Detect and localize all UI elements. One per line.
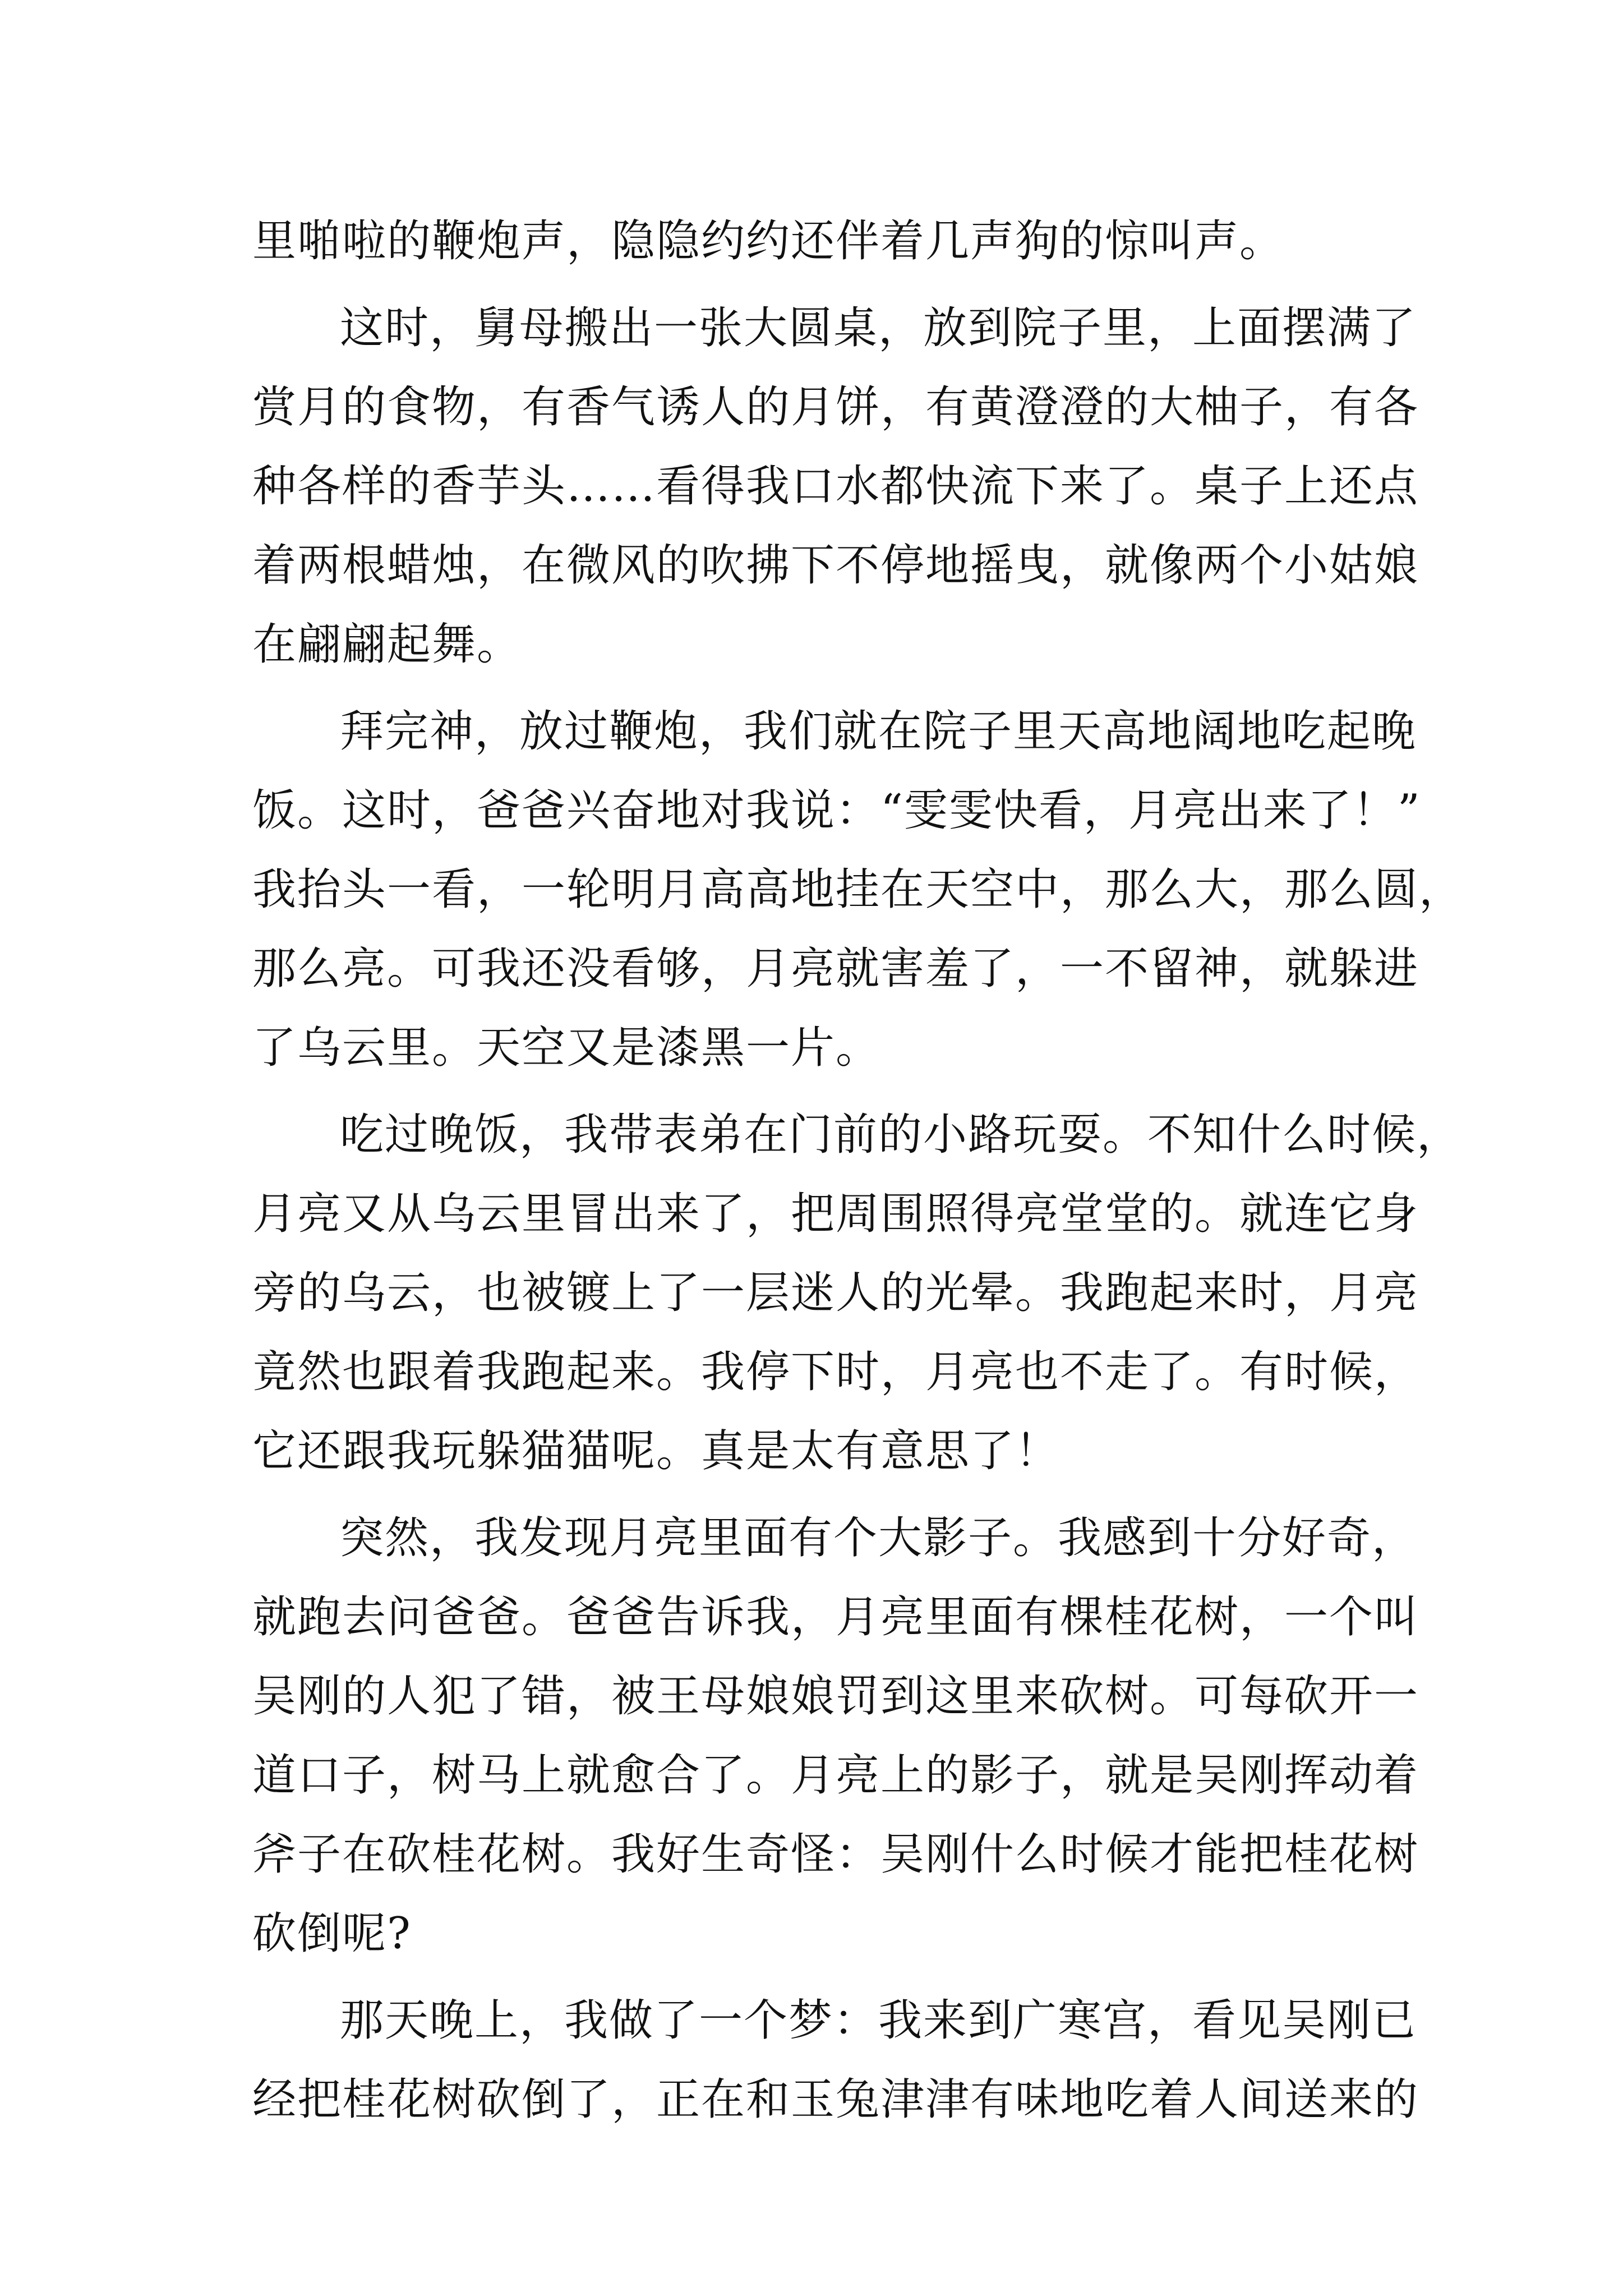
paragraph <box>252 1096 1462 1491</box>
paragraph <box>252 692 1464 1088</box>
text-line: 我抬头一看，一轮明月高高地挂在天空中，那么大，那么圆， <box>252 864 1464 915</box>
text-line: 突然，我发现月亮里面有个大影子。我感到十分好奇， <box>340 1513 1417 1563</box>
text-line: 道口子，树马上就愈合了。月亮上的影子，就是吴刚挥动着 <box>252 1750 1419 1801</box>
paragraph <box>252 289 1419 684</box>
text-line: 了乌云里。天空又是漆黑一片。 <box>252 1023 881 1073</box>
essay-body <box>252 202 1464 2139</box>
text-line: 它还跟我玩躲猫猫呢。真是太有意思了！ <box>252 1426 1061 1476</box>
text-line: 斧子在砍桂花树。我好生奇怪：吴刚什么时候才能把桂花树 <box>252 1829 1419 1880</box>
text-line: 旁的乌云，也被镀上了一层迷人的光晕。我跑起来时，月亮 <box>252 1268 1419 1318</box>
paragraph <box>252 1981 1419 2139</box>
text-line: 那天晚上，我做了一个梦：我来到广寒宫，看见吴刚已 <box>340 1995 1417 2046</box>
text-line: 竟然也跟着我跑起来。我停下时，月亮也不走了。有时候， <box>252 1347 1419 1397</box>
text-line: 赏月的食物，有香气诱人的月饼，有黄澄澄的大柚子，有各 <box>252 382 1419 432</box>
text-line: 吴刚的人犯了错，被王母娘娘罚到这里来砍树。可每砍开一 <box>252 1671 1419 1722</box>
text-line: 砍倒呢? <box>252 1908 412 1959</box>
text-line: 就跑去问爸爸。爸爸告诉我，月亮里面有棵桂花树，一个叫 <box>252 1592 1419 1642</box>
text-line: 着两根蜡烛，在微风的吹拂下不停地摇曳，就像两个小姑娘 <box>252 540 1419 591</box>
text-line: 这时，舅母搬出一张大圆桌，放到院子里，上面摆满了 <box>340 303 1417 353</box>
paragraph <box>252 1499 1419 1973</box>
text-line: 在翩翩起舞。 <box>252 619 522 670</box>
text-line: 里啪啦的鞭炮声，隐隐约约还伴着几声狗的惊叫声。 <box>252 216 1285 266</box>
text-line: 拜完神，放过鞭炮，我们就在院子里天高地阔地吃起晚 <box>340 706 1417 757</box>
paragraph <box>252 202 1380 281</box>
text-line: 经把桂花树砍倒了，正在和玉兔津津有味地吃着人间送来的 <box>252 2074 1419 2125</box>
text-line: 月亮又从乌云里冒出来了，把周围照得亮堂堂的。就连它身 <box>252 1189 1419 1239</box>
text-line: 饭。这时，爸爸兴奋地对我说：“雯雯快看，月亮出来了！” <box>252 785 1421 836</box>
text-line: 吃过晚饭，我带表弟在门前的小路玩耍。不知什么时候， <box>340 1110 1462 1160</box>
text-line: 那么亮。可我还没看够，月亮就害羞了，一不留神，就躲进 <box>252 944 1419 994</box>
text-line: 种各样的香芋头……看得我口水都快流下来了。桌子上还点 <box>252 461 1419 512</box>
